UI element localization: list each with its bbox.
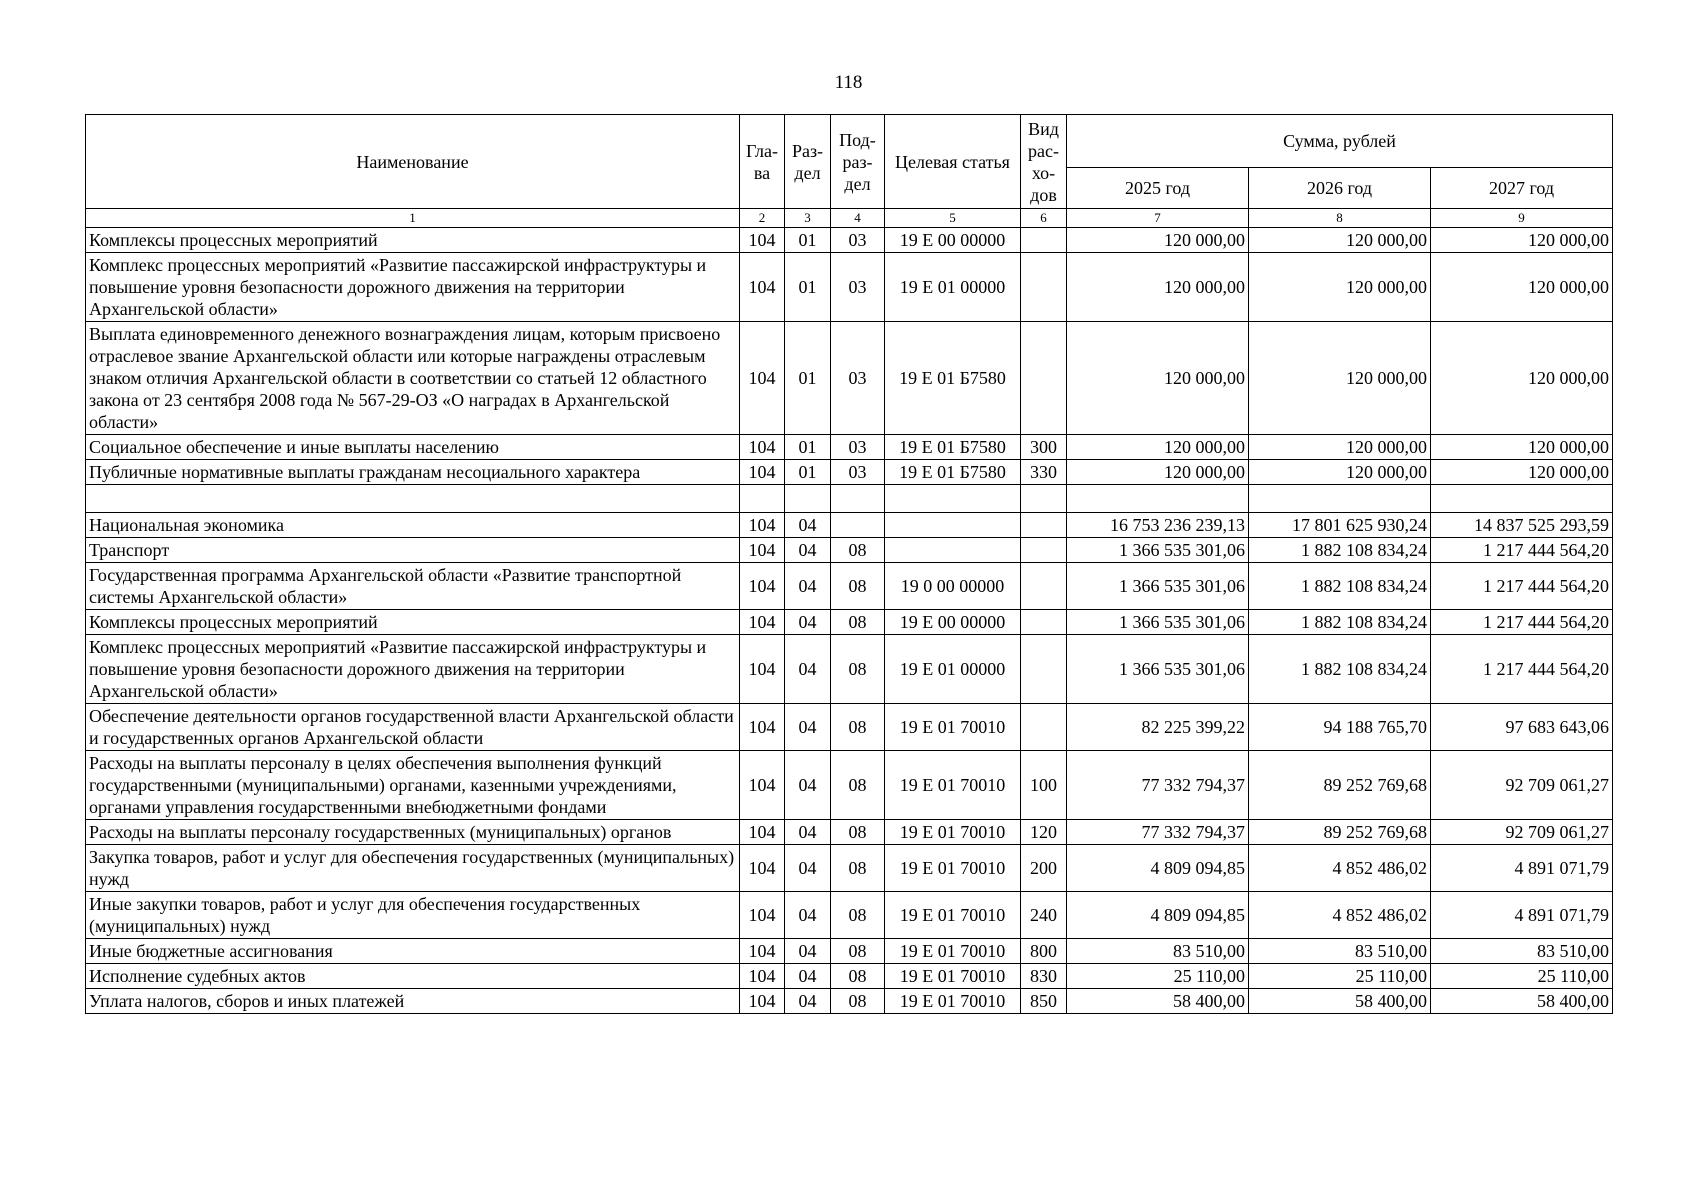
col-number: 6 [1021, 209, 1067, 228]
cell-2026: 120 000,00 [1249, 253, 1431, 322]
cell-2027: 92 709 061,27 [1431, 820, 1613, 845]
column-number-row [86, 209, 1613, 228]
cell-name: Исполнение судебных актов [86, 964, 740, 989]
cell-2025: 1 366 535 301,06 [1067, 635, 1249, 704]
header-name: Наименование [86, 115, 740, 209]
col-number: 7 [1067, 209, 1249, 228]
cell-name: Социальное обеспечение и иные выплаты населению [86, 435, 740, 460]
table-row [86, 892, 1613, 939]
cell-podrazdel: 08 [831, 635, 885, 704]
cell-glava: 104 [740, 563, 785, 610]
cell-statya: 19 Е 01 70010 [885, 820, 1021, 845]
cell-podrazdel: 03 [831, 253, 885, 322]
cell-2027: 120 000,00 [1431, 253, 1613, 322]
cell-2025 [1067, 485, 1249, 513]
cell-2027: 120 000,00 [1431, 228, 1613, 253]
cell-2027: 14 837 525 293,59 [1431, 513, 1613, 538]
cell-2025: 77 332 794,37 [1067, 820, 1249, 845]
table-row [86, 704, 1613, 751]
cell-podrazdel: 08 [831, 538, 885, 563]
cell-podrazdel: 03 [831, 322, 885, 435]
cell-2025: 83 510,00 [1067, 939, 1249, 964]
cell-2026: 1 882 108 834,24 [1249, 610, 1431, 635]
table-row [86, 939, 1613, 964]
cell-vid [1021, 322, 1067, 435]
col-number: 5 [885, 209, 1021, 228]
table-row [86, 538, 1613, 563]
cell-2025: 120 000,00 [1067, 322, 1249, 435]
cell-name: Расходы на выплаты персоналу государственных (муниципальных) органов [86, 820, 740, 845]
cell-2026: 1 882 108 834,24 [1249, 538, 1431, 563]
cell-2026: 120 000,00 [1249, 460, 1431, 485]
cell-2025: 120 000,00 [1067, 253, 1249, 322]
header-vid: Вид рас- хо- дов [1021, 115, 1067, 209]
cell-glava: 104 [740, 820, 785, 845]
cell-name: Комплекс процессных мероприятий «Развитие пассажирской инфраструктуры и повышение уровня безопасности дорожного движения на территории Архангельской области» [86, 253, 740, 322]
cell-2027: 4 891 071,79 [1431, 892, 1613, 939]
col-number: 1 [86, 209, 740, 228]
cell-2027: 92 709 061,27 [1431, 751, 1613, 820]
cell-2025: 82 225 399,22 [1067, 704, 1249, 751]
cell-podrazdel [831, 513, 885, 538]
cell-statya: 19 Е 01 70010 [885, 964, 1021, 989]
cell-razdel: 04 [785, 820, 831, 845]
cell-name: Комплексы процессных мероприятий [86, 610, 740, 635]
cell-2027: 4 891 071,79 [1431, 845, 1613, 892]
table-row [86, 635, 1613, 704]
cell-2027: 25 110,00 [1431, 964, 1613, 989]
cell-vid: 330 [1021, 460, 1067, 485]
cell-2027: 120 000,00 [1431, 460, 1613, 485]
cell-razdel: 04 [785, 563, 831, 610]
cell-vid [1021, 610, 1067, 635]
table-row [86, 989, 1613, 1014]
cell-vid [1021, 228, 1067, 253]
cell-glava: 104 [740, 513, 785, 538]
cell-razdel: 04 [785, 610, 831, 635]
cell-2027: 1 217 444 564,20 [1431, 538, 1613, 563]
cell-podrazdel: 08 [831, 820, 885, 845]
cell-name: Комплексы процессных мероприятий [86, 228, 740, 253]
cell-2025: 1 366 535 301,06 [1067, 610, 1249, 635]
cell-statya: 19 Е 00 00000 [885, 610, 1021, 635]
cell-2025: 120 000,00 [1067, 460, 1249, 485]
cell-vid [1021, 704, 1067, 751]
cell-2026 [1249, 485, 1431, 513]
cell-vid: 100 [1021, 751, 1067, 820]
cell-name [86, 485, 740, 513]
cell-2027: 120 000,00 [1431, 435, 1613, 460]
cell-name: Комплекс процессных мероприятий «Развитие пассажирской инфраструктуры и повышение уровня безопасности дорожного движения на территории Архангельской области» [86, 635, 740, 704]
cell-podrazdel: 08 [831, 845, 885, 892]
cell-glava: 104 [740, 939, 785, 964]
cell-glava: 104 [740, 964, 785, 989]
header-summa: Сумма, рублей [1067, 115, 1613, 168]
cell-statya [885, 538, 1021, 563]
cell-glava: 104 [740, 989, 785, 1014]
cell-2025: 77 332 794,37 [1067, 751, 1249, 820]
cell-glava: 104 [740, 435, 785, 460]
cell-2026: 1 882 108 834,24 [1249, 635, 1431, 704]
cell-razdel: 01 [785, 460, 831, 485]
cell-2025: 1 366 535 301,06 [1067, 538, 1249, 563]
header-podrazdel: Под- раз- дел [831, 115, 885, 209]
cell-razdel: 01 [785, 253, 831, 322]
cell-glava: 104 [740, 751, 785, 820]
cell-razdel: 04 [785, 635, 831, 704]
cell-glava: 104 [740, 460, 785, 485]
cell-vid: 240 [1021, 892, 1067, 939]
cell-vid: 830 [1021, 964, 1067, 989]
cell-2026: 25 110,00 [1249, 964, 1431, 989]
cell-name: Государственная программа Архангельской области «Развитие транспортной системы Архангельской области» [86, 563, 740, 610]
cell-glava: 104 [740, 253, 785, 322]
table-row [86, 845, 1613, 892]
header-year-2025: 2025 год [1067, 168, 1249, 209]
cell-statya: 19 Е 01 70010 [885, 845, 1021, 892]
cell-glava: 104 [740, 635, 785, 704]
cell-podrazdel: 08 [831, 989, 885, 1014]
header-year-2027: 2027 год [1431, 168, 1613, 209]
cell-name: Обеспечение деятельности органов государственной власти Архангельской области и государственных органов Архангельской области [86, 704, 740, 751]
cell-name: Национальная экономика [86, 513, 740, 538]
cell-razdel: 04 [785, 845, 831, 892]
cell-statya: 19 Е 01 00000 [885, 635, 1021, 704]
table-row [86, 964, 1613, 989]
cell-razdel: 04 [785, 892, 831, 939]
table-row [86, 228, 1613, 253]
table-row [86, 563, 1613, 610]
cell-2027: 1 217 444 564,20 [1431, 635, 1613, 704]
cell-name: Выплата единовременного денежного вознаграждения лицам, которым присвоено отраслевое звание Архангельской области или которые награждены отраслевым знаком отличия Архангельской области в соответствии со статьей 12 областного закона от 23 сентября 2008 года № 567-29-ОЗ «О наградах в Архангельской области» [86, 322, 740, 435]
cell-glava: 104 [740, 892, 785, 939]
cell-statya: 19 Е 00 00000 [885, 228, 1021, 253]
cell-podrazdel: 03 [831, 435, 885, 460]
cell-podrazdel: 08 [831, 939, 885, 964]
cell-2025: 25 110,00 [1067, 964, 1249, 989]
cell-statya: 19 Е 01 Б7580 [885, 322, 1021, 435]
cell-2026: 4 852 486,02 [1249, 892, 1431, 939]
cell-vid: 200 [1021, 845, 1067, 892]
cell-2027: 83 510,00 [1431, 939, 1613, 964]
cell-name: Иные бюджетные ассигнования [86, 939, 740, 964]
cell-2026: 94 188 765,70 [1249, 704, 1431, 751]
cell-2026: 120 000,00 [1249, 435, 1431, 460]
cell-statya [885, 513, 1021, 538]
table-row [86, 435, 1613, 460]
cell-glava [740, 485, 785, 513]
cell-razdel: 01 [785, 322, 831, 435]
cell-statya: 19 0 00 00000 [885, 563, 1021, 610]
cell-2027: 97 683 643,06 [1431, 704, 1613, 751]
cell-glava: 104 [740, 704, 785, 751]
cell-vid: 850 [1021, 989, 1067, 1014]
col-number: 2 [740, 209, 785, 228]
cell-2026: 89 252 769,68 [1249, 751, 1431, 820]
cell-2026: 83 510,00 [1249, 939, 1431, 964]
cell-razdel: 04 [785, 939, 831, 964]
table-row [86, 322, 1613, 435]
cell-podrazdel: 03 [831, 460, 885, 485]
cell-name: Расходы на выплаты персоналу в целях обеспечения выполнения функций государственными (муниципальными) органами, казенными учреждениями, органами управления государственными внебюджетными фондами [86, 751, 740, 820]
cell-statya: 19 Е 01 Б7580 [885, 435, 1021, 460]
cell-name: Транспорт [86, 538, 740, 563]
cell-razdel [785, 485, 831, 513]
cell-statya: 19 Е 01 70010 [885, 892, 1021, 939]
cell-podrazdel: 08 [831, 751, 885, 820]
cell-name: Публичные нормативные выплаты гражданам несоциального характера [86, 460, 740, 485]
cell-podrazdel: 08 [831, 563, 885, 610]
cell-podrazdel: 08 [831, 704, 885, 751]
cell-glava: 104 [740, 322, 785, 435]
cell-vid [1021, 485, 1067, 513]
cell-2026: 120 000,00 [1249, 228, 1431, 253]
header-glava: Гла- ва [740, 115, 785, 209]
budget-table [85, 114, 1613, 1014]
cell-2025: 120 000,00 [1067, 435, 1249, 460]
cell-vid: 300 [1021, 435, 1067, 460]
cell-statya: 19 Е 01 00000 [885, 253, 1021, 322]
cell-2026: 4 852 486,02 [1249, 845, 1431, 892]
cell-vid [1021, 538, 1067, 563]
cell-podrazdel: 08 [831, 892, 885, 939]
col-number: 3 [785, 209, 831, 228]
col-number: 8 [1249, 209, 1431, 228]
cell-razdel: 04 [785, 964, 831, 989]
header-razdel: Раз- дел [785, 115, 831, 209]
cell-2026: 89 252 769,68 [1249, 820, 1431, 845]
cell-2026: 17 801 625 930,24 [1249, 513, 1431, 538]
cell-name: Уплата налогов, сборов и иных платежей [86, 989, 740, 1014]
cell-2026: 58 400,00 [1249, 989, 1431, 1014]
cell-vid [1021, 563, 1067, 610]
cell-2027: 120 000,00 [1431, 322, 1613, 435]
cell-2025: 16 753 236 239,13 [1067, 513, 1249, 538]
cell-vid: 120 [1021, 820, 1067, 845]
cell-name: Иные закупки товаров, работ и услуг для обеспечения государственных (муниципальных) нужд [86, 892, 740, 939]
cell-2026: 120 000,00 [1249, 322, 1431, 435]
cell-podrazdel: 08 [831, 610, 885, 635]
cell-statya [885, 485, 1021, 513]
table-row [86, 485, 1613, 513]
cell-vid [1021, 635, 1067, 704]
cell-razdel: 04 [785, 513, 831, 538]
cell-name: Закупка товаров, работ и услуг для обеспечения государственных (муниципальных) нужд [86, 845, 740, 892]
cell-2026: 1 882 108 834,24 [1249, 563, 1431, 610]
cell-statya: 19 Е 01 70010 [885, 704, 1021, 751]
cell-podrazdel: 03 [831, 228, 885, 253]
cell-2027: 1 217 444 564,20 [1431, 610, 1613, 635]
col-number: 4 [831, 209, 885, 228]
cell-2025: 4 809 094,85 [1067, 892, 1249, 939]
cell-podrazdel: 08 [831, 964, 885, 989]
cell-razdel: 01 [785, 228, 831, 253]
table-row [86, 820, 1613, 845]
cell-vid [1021, 513, 1067, 538]
header-statya: Целевая статья [885, 115, 1021, 209]
cell-statya: 19 Е 01 70010 [885, 989, 1021, 1014]
col-number: 9 [1431, 209, 1613, 228]
cell-glava: 104 [740, 538, 785, 563]
table-row [86, 253, 1613, 322]
cell-razdel: 04 [785, 751, 831, 820]
cell-2027: 1 217 444 564,20 [1431, 563, 1613, 610]
cell-statya: 19 Е 01 70010 [885, 751, 1021, 820]
header-row [86, 115, 1613, 168]
cell-2025: 1 366 535 301,06 [1067, 563, 1249, 610]
header-year-2026: 2026 год [1249, 168, 1431, 209]
cell-2025: 58 400,00 [1067, 989, 1249, 1014]
cell-razdel: 04 [785, 989, 831, 1014]
page-number: 118 [834, 72, 863, 93]
cell-statya: 19 Е 01 Б7580 [885, 460, 1021, 485]
cell-vid [1021, 253, 1067, 322]
cell-podrazdel [831, 485, 885, 513]
cell-2027: 58 400,00 [1431, 989, 1613, 1014]
cell-statya: 19 Е 01 70010 [885, 939, 1021, 964]
cell-razdel: 01 [785, 435, 831, 460]
table-row [86, 751, 1613, 820]
table-row [86, 610, 1613, 635]
cell-2025: 120 000,00 [1067, 228, 1249, 253]
cell-razdel: 04 [785, 704, 831, 751]
cell-glava: 104 [740, 610, 785, 635]
cell-glava: 104 [740, 228, 785, 253]
cell-2025: 4 809 094,85 [1067, 845, 1249, 892]
cell-2027 [1431, 485, 1613, 513]
cell-razdel: 04 [785, 538, 831, 563]
table-row [86, 513, 1613, 538]
cell-glava: 104 [740, 845, 785, 892]
cell-vid: 800 [1021, 939, 1067, 964]
table-row [86, 460, 1613, 485]
